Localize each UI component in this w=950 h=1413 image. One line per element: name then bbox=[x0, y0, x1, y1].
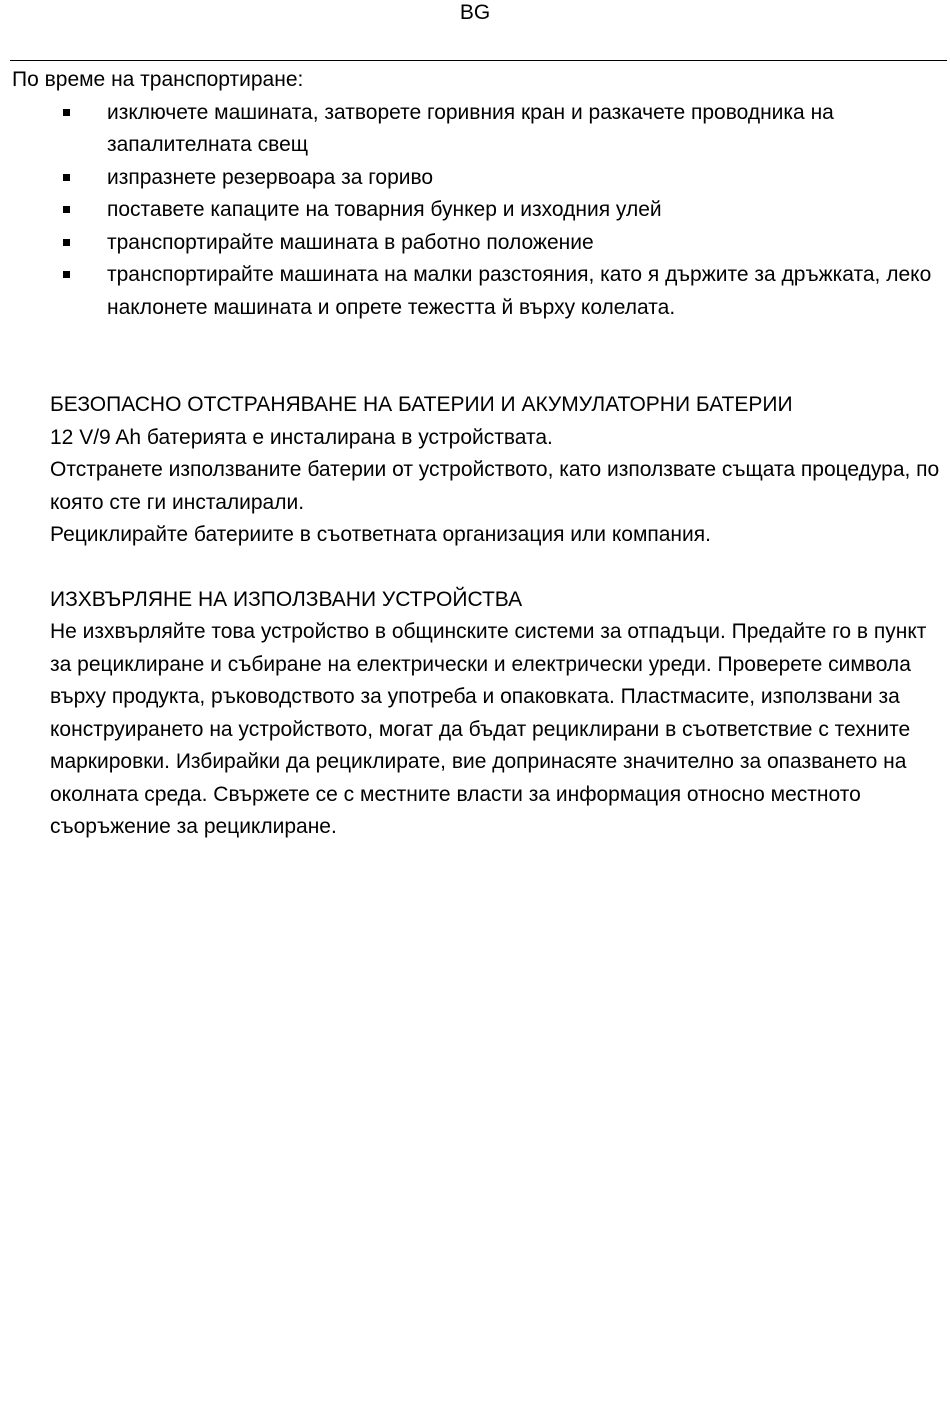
transport-list-item bbox=[12, 97, 942, 162]
transport-list-item-text: изключете машината, затворете горивния кран и разкачете проводника на запалителната свещ bbox=[107, 100, 834, 156]
square-bullet-icon bbox=[63, 174, 70, 181]
device-disposal-heading: ИЗХВЪРЛЯНЕ НА ИЗПОЛЗВАНИ УСТРОЙСТВА bbox=[50, 587, 523, 611]
device-disposal-section bbox=[12, 584, 942, 844]
transport-list-item-text: транспортирайте машината в работно положение bbox=[107, 230, 594, 254]
transport-intro: По време на транспортиране: bbox=[12, 68, 304, 91]
battery-paragraph: Отстранете използваните батерии от устройството, като използвате същата процедура, по която сте ги инсталирали. bbox=[50, 458, 940, 514]
square-bullet-icon bbox=[63, 109, 70, 116]
battery-paragraph: Рециклирайте батериите в съответната организация или компания. bbox=[50, 523, 711, 546]
header-divider bbox=[10, 60, 947, 61]
transport-list-item-text: изпразнете резервоара за гориво bbox=[107, 165, 434, 189]
battery-paragraph: 12 V/9 Ah батерията е инсталирана в устройствата. bbox=[50, 425, 553, 449]
square-bullet-icon bbox=[63, 206, 70, 213]
transport-list bbox=[12, 97, 942, 325]
square-bullet-icon bbox=[63, 271, 70, 278]
transport-list-item bbox=[12, 259, 942, 324]
battery-disposal-section bbox=[12, 389, 942, 552]
document-body bbox=[12, 64, 942, 844]
battery-disposal-heading: БЕЗОПАСНО ОТСТРАНЯВАНЕ НА БАТЕРИИ И АКУМУЛАТОРНИ БАТЕРИИ bbox=[50, 393, 793, 416]
transport-list-item-text: поставете капаците на товарния бункер и изходния улей bbox=[107, 198, 662, 221]
square-bullet-icon bbox=[63, 239, 70, 246]
transport-list-item bbox=[12, 162, 942, 195]
transport-list-item bbox=[12, 194, 942, 227]
transport-list-item bbox=[12, 227, 942, 260]
transport-list-item-text: транспортирайте машината на малки разстояния, като я държите за дръжката, леко наклонете машината и опрете тежестта й върху колелата. bbox=[107, 263, 932, 319]
device-disposal-body: Не изхвърляйте това устройство в общинските системи за отпадъци. Предайте го в пункт за рециклиране и събиране на електрически и електрически уреди. Проверете символа върху продукта, ръководството за употреба и опаковката. Пластмасите, използвани за конструирането на устройството, могат да бъдат рециклирани в съответствие с техните маркировки. Избирайки да рециклирате, вие допринасяте значително за опазването на околната среда. Свържете се с местните власти за информация относно местното съоръжение за рециклиране. bbox=[50, 620, 927, 838]
page-language-label: BG bbox=[459, 1, 491, 24]
